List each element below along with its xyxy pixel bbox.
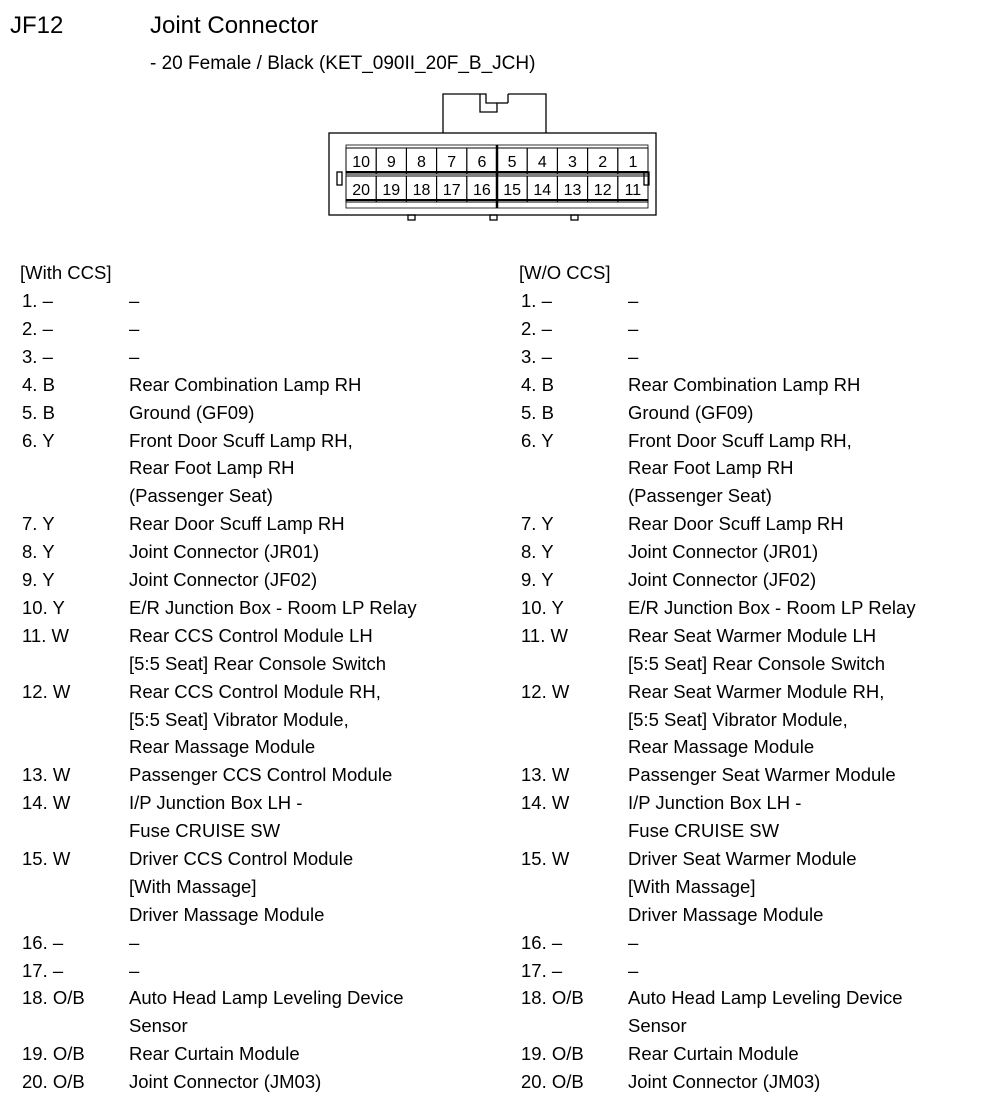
pin-number-color: 16. – (521, 931, 563, 953)
without-ccs-pin-row (521, 315, 984, 343)
pin-description-line: Joint Connector (JM03) (628, 1071, 821, 1093)
without-ccs-pin-row (521, 761, 984, 789)
pin-description-line: Passenger CCS Control Module (129, 764, 393, 786)
pin-description (628, 594, 984, 622)
pin-description (628, 984, 984, 1040)
pin-description-line: Driver Seat Warmer Module (628, 847, 857, 869)
pin-number-color: 15. W (521, 847, 570, 869)
with-ccs-pin-row (22, 984, 492, 1040)
pin-description (129, 789, 492, 845)
pin-number-color: 19. O/B (521, 1043, 584, 1065)
pin-description-line: Rear Door Scuff Lamp RH (129, 513, 345, 535)
pin-description (628, 510, 984, 538)
housing-notch-left (337, 172, 342, 185)
pin-description-line: Passenger Seat Warmer Module (628, 764, 896, 786)
with-ccs-pin-row (22, 538, 492, 566)
pin-description (628, 845, 984, 929)
without-ccs-pin-list (521, 287, 984, 1096)
pin-number-color: 1. – (521, 290, 552, 311)
pin-number-color: 18. O/B (521, 987, 584, 1009)
pin-cavity-label: 6 (477, 154, 487, 171)
without-ccs-pin-row (521, 566, 984, 594)
pin-description (628, 427, 984, 511)
pin-cavity-label: 3 (568, 154, 577, 171)
pin-number-color: 14. W (22, 792, 71, 814)
pin-description-line: [With Massage] (628, 875, 756, 897)
pin-number-color: 12. W (22, 680, 71, 702)
with-ccs-pin-row (22, 399, 492, 427)
pin-cavity-label: 15 (503, 182, 521, 199)
pin-description-line: Joint Connector (JF02) (129, 569, 318, 591)
without-ccs-pin-row (521, 427, 984, 511)
pin-number-color: 20. O/B (521, 1071, 584, 1093)
pin-description-line: Rear Foot Lamp RH (628, 457, 794, 479)
pin-description-line: (Passenger Seat) (628, 485, 772, 507)
pin-description-line: Ground (GF09) (129, 401, 255, 423)
pin-cavity-label: 1 (628, 154, 638, 171)
with-ccs-pin-row (22, 622, 492, 678)
pin-description-line: Rear Foot Lamp RH (129, 457, 295, 479)
without-ccs-pin-row (521, 789, 984, 845)
pin-description (628, 678, 984, 762)
pin-number-color: 11. W (22, 624, 69, 646)
with-ccs-pin-row (22, 566, 492, 594)
pin-description-line: E/R Junction Box - Room LP Relay (129, 596, 417, 618)
with-ccs-pin-row (22, 427, 492, 511)
without-ccs-column (521, 259, 984, 1096)
pin-number-color: 18. O/B (22, 987, 85, 1009)
with-ccs-pin-row (22, 1040, 492, 1068)
housing-foot (408, 215, 415, 220)
pin-description-line: – (628, 345, 639, 367)
pin-cavity-label: 13 (563, 182, 582, 199)
pin-description-line: Joint Connector (JF02) (628, 569, 817, 591)
pin-description (129, 929, 492, 957)
pin-description-line: Driver Massage Module (628, 903, 824, 925)
pin-description-line: Rear Seat Warmer Module RH, (628, 680, 885, 702)
pin-description (129, 399, 492, 427)
pin-description-line: Rear Door Scuff Lamp RH (628, 513, 844, 535)
pin-description-line: – (129, 317, 140, 339)
pin-cavity-label: 7 (447, 154, 457, 171)
pin-description (129, 510, 492, 538)
pin-description-line: Rear Curtain Module (129, 1043, 300, 1065)
pin-number-color: 15. W (22, 847, 71, 869)
with-ccs-pin-row (22, 789, 492, 845)
pin-number-color: 17. – (22, 959, 64, 981)
pin-cavity-label: 12 (593, 182, 612, 199)
without-ccs-pin-row (521, 845, 984, 929)
with-ccs-pin-row (22, 343, 492, 371)
pin-description (129, 1068, 492, 1096)
pin-description (129, 622, 492, 678)
connector-face-diagram (328, 90, 658, 226)
connector-code: JF12 (10, 12, 64, 39)
pin-description (628, 287, 984, 315)
pin-description-line: Rear Curtain Module (628, 1043, 799, 1065)
with-ccs-pin-list (22, 287, 492, 1096)
pin-number-color: 9. Y (22, 569, 55, 591)
with-ccs-column (22, 259, 492, 1096)
pin-cavity-label: 2 (598, 154, 608, 171)
pin-description-line: Rear Seat Warmer Module LH (628, 624, 877, 646)
pin-cavity-label: 16 (473, 182, 491, 199)
pin-description-line: Rear CCS Control Module LH (129, 624, 373, 646)
pin-description-line: [5:5 Seat] Rear Console Switch (628, 652, 886, 674)
pin-number-color: 4. B (22, 373, 55, 395)
pin-cavity-label: 18 (412, 182, 431, 199)
pin-description-line: Joint Connector (JR01) (628, 541, 819, 563)
pin-description (129, 1040, 492, 1068)
pin-description-line: Rear Massage Module (129, 736, 316, 758)
with-ccs-pin-row (22, 287, 492, 315)
without-ccs-pin-row (521, 538, 984, 566)
with-ccs-header: [With CCS] (20, 262, 112, 283)
connector-subtitle: - 20 Female / Black (KET_090II_20F_B_JCH) (150, 53, 536, 74)
pin-description-line: – (129, 931, 140, 953)
without-ccs-pin-row (521, 399, 984, 427)
pin-description (628, 1040, 984, 1068)
pin-description-line: [5:5 Seat] Rear Console Switch (129, 652, 387, 674)
pin-number-color: 19. O/B (22, 1043, 85, 1065)
pin-description-line: Rear Combination Lamp RH (129, 373, 362, 395)
pin-description (129, 761, 492, 789)
pin-description-line: Fuse CRUISE SW (628, 820, 780, 842)
pin-number-color: 14. W (521, 792, 570, 814)
pin-description (129, 371, 492, 399)
without-ccs-pin-row (521, 984, 984, 1040)
pin-description (628, 929, 984, 957)
pin-description-line: (Passenger Seat) (129, 485, 273, 507)
pin-number-color: 20. O/B (22, 1071, 85, 1093)
connector-title: Joint Connector (150, 12, 319, 39)
pin-description-line: – (129, 959, 140, 981)
pin-description (129, 594, 492, 622)
pin-grid (346, 145, 648, 208)
pin-number-color: 10. Y (521, 596, 564, 618)
pin-description (628, 761, 984, 789)
pin-cavity-label: 9 (386, 154, 396, 171)
pin-description-line: Rear Massage Module (628, 736, 815, 758)
pin-number-color: 3. – (521, 345, 552, 367)
pin-description-line: – (628, 317, 639, 339)
pin-cavity-label: 11 (624, 182, 642, 199)
pin-description-line: – (129, 345, 140, 367)
pin-description-line: Rear Combination Lamp RH (628, 373, 861, 395)
pin-description-line: – (628, 290, 639, 311)
with-ccs-pin-row (22, 845, 492, 929)
pin-description (129, 287, 492, 315)
connector-latch-right (508, 94, 546, 133)
without-ccs-pin-row (521, 1040, 984, 1068)
pin-description-line: E/R Junction Box - Room LP Relay (628, 596, 916, 618)
pin-description-line: Front Door Scuff Lamp RH, (129, 429, 353, 451)
with-ccs-pin-row (22, 510, 492, 538)
with-ccs-pin-row (22, 371, 492, 399)
pin-cavity-label: 5 (507, 154, 517, 171)
pin-cavity-label: 17 (442, 182, 461, 199)
pin-number-color: 7. Y (22, 513, 55, 535)
pin-number-color: 16. – (22, 931, 64, 953)
pin-description-line: I/P Junction Box LH - (129, 792, 303, 814)
without-ccs-pin-row (521, 343, 984, 371)
pin-description (628, 343, 984, 371)
pin-description (129, 427, 492, 511)
with-ccs-pin-row (22, 929, 492, 957)
with-ccs-pin-row (22, 315, 492, 343)
pin-cavity-label: 4 (537, 154, 547, 171)
pin-description-line: Rear CCS Control Module RH, (129, 680, 381, 702)
without-ccs-pin-row (521, 622, 984, 678)
with-ccs-pin-row (22, 957, 492, 985)
with-ccs-pin-row (22, 1068, 492, 1096)
pin-description (628, 1068, 984, 1096)
without-ccs-pin-row (521, 957, 984, 985)
pin-number-color: 6. Y (521, 429, 554, 451)
pin-description (628, 957, 984, 985)
pin-cavity-label: 19 (382, 182, 401, 199)
pin-description-line: Ground (GF09) (628, 401, 754, 423)
pin-number-color: 7. Y (521, 513, 554, 535)
pin-description (628, 789, 984, 845)
pin-number-color: 2. – (521, 317, 552, 339)
pin-number-color: 9. Y (521, 569, 554, 591)
pin-description (129, 845, 492, 929)
pin-description-line: Joint Connector (JM03) (129, 1071, 322, 1093)
pin-description-line: [5:5 Seat] Vibrator Module, (129, 708, 349, 730)
pin-cavity-label: 10 (352, 154, 370, 171)
pin-description-line: Front Door Scuff Lamp RH, (628, 429, 852, 451)
pin-cavity-label: 8 (417, 154, 426, 171)
pin-description (628, 399, 984, 427)
with-ccs-pin-row (22, 761, 492, 789)
pin-description-line: Driver CCS Control Module (129, 847, 354, 869)
pin-description (129, 678, 492, 762)
pin-description (628, 622, 984, 678)
pin-description-line: Fuse CRUISE SW (129, 820, 281, 842)
pin-description (628, 566, 984, 594)
pin-description (628, 371, 984, 399)
pin-description-line: [5:5 Seat] Vibrator Module, (628, 708, 848, 730)
without-ccs-pin-row (521, 1068, 984, 1096)
without-ccs-pin-row (521, 510, 984, 538)
pin-number-color: 5. B (22, 401, 55, 423)
without-ccs-pin-row (521, 287, 984, 315)
pin-number-color: 2. – (22, 317, 53, 339)
housing-foot (571, 215, 578, 220)
pin-description-line: Driver Massage Module (129, 903, 325, 925)
pin-description-line: Joint Connector (JR01) (129, 541, 320, 563)
with-ccs-pin-row (22, 594, 492, 622)
pin-number-color: 5. B (521, 401, 554, 423)
with-ccs-pin-row (22, 678, 492, 762)
pin-cavity-label: 20 (352, 182, 370, 199)
pin-number-color: 6. Y (22, 429, 55, 451)
pin-description (129, 566, 492, 594)
without-ccs-header: [W/O CCS] (519, 262, 611, 283)
pin-description-line: I/P Junction Box LH - (628, 792, 802, 814)
pin-number-color: 1. – (22, 290, 53, 311)
without-ccs-pin-row (521, 594, 984, 622)
without-ccs-pin-row (521, 678, 984, 762)
pin-description-line: – (628, 931, 639, 953)
pin-description-line: Auto Head Lamp Leveling Device (628, 987, 903, 1009)
pin-number-color: 10. Y (22, 596, 65, 618)
pin-number-color: 13. W (22, 764, 71, 786)
pin-number-color: 3. – (22, 345, 53, 367)
pin-number-color: 4. B (521, 373, 554, 395)
pin-number-color: 8. Y (521, 541, 554, 563)
without-ccs-pin-row (521, 929, 984, 957)
pin-number-color: 17. – (521, 959, 563, 981)
without-ccs-pin-row (521, 371, 984, 399)
pin-description (129, 957, 492, 985)
pin-cavity-label: 14 (533, 182, 552, 199)
housing-foot (490, 215, 497, 220)
pin-number-color: 8. Y (22, 541, 55, 563)
pin-number-color: 11. W (521, 624, 568, 646)
pin-description-line: Auto Head Lamp Leveling Device (129, 987, 404, 1009)
pin-description (129, 538, 492, 566)
pin-description (628, 538, 984, 566)
pin-number-color: 13. W (521, 764, 570, 786)
pin-description (129, 315, 492, 343)
pin-description (129, 343, 492, 371)
pin-description-line: – (129, 290, 140, 311)
pin-description (129, 984, 492, 1040)
pin-description-line: Sensor (129, 1015, 188, 1037)
pin-number-color: 12. W (521, 680, 570, 702)
connector-latch-outline (443, 94, 497, 133)
pin-description-line: [With Massage] (129, 875, 257, 897)
pin-description (628, 315, 984, 343)
pin-description-line: – (628, 959, 639, 981)
pin-description-line: Sensor (628, 1015, 687, 1037)
